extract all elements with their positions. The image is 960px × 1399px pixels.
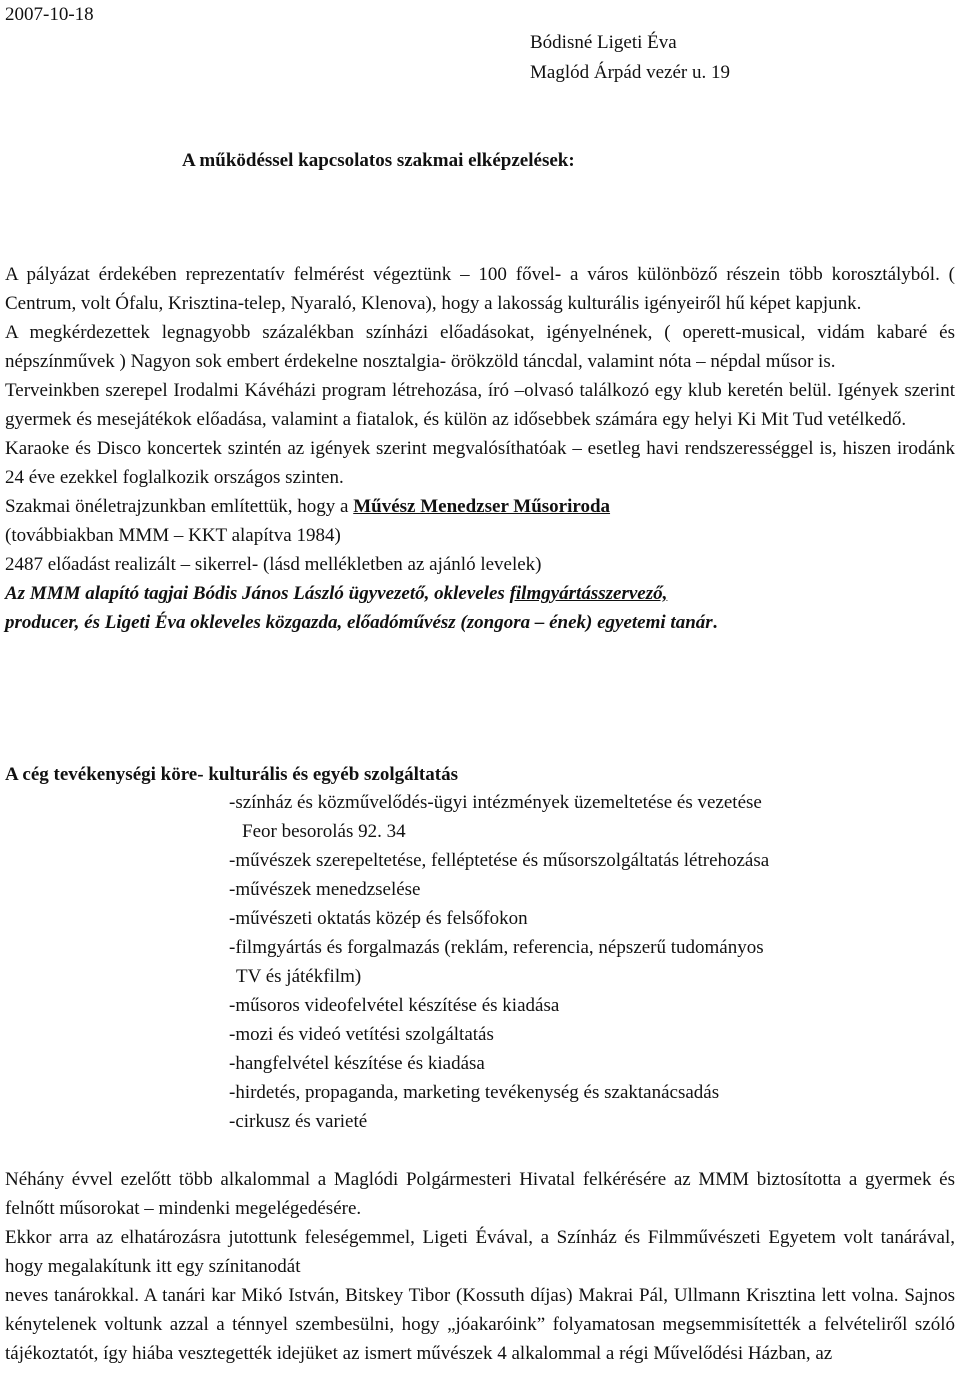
founders-text-b: filmgyártásszervező, [509, 583, 668, 604]
document-date: 2007-10-18 [5, 4, 94, 25]
list-item: -cirkusz és varieté [229, 1111, 368, 1132]
paragraph-mmm: (továbbiakban MMM – KKT alapítva 1984) [5, 525, 341, 546]
list-item: -művészeti oktatás közép és felsőfokon [229, 908, 528, 929]
list-item: -filmgyártás és forgalmazás (reklám, referencia, népszerű tudományos [229, 937, 764, 958]
cv-text: Szakmai önéletrajzunkban említettük, hogy a [5, 496, 354, 517]
list-item: -színház és közművelődés-ügyi intézmények üzemeltetése és vezetése [229, 792, 762, 813]
sender-name: Bódisné Ligeti Éva [530, 32, 677, 53]
paragraph-decision: Ekkor arra az elhatározásra jutottunk feleségemmel, Ligeti Évával, a Színház és Filmművészeti Egyetem volt tanárával, hogy megalakítunk itt egy színitanodát [5, 1227, 955, 1277]
list-item: -hirdetés, propaganda, marketing tevékenység és szaktanácsadás [229, 1082, 720, 1103]
paragraph-karaoke: Karaoke és Disco koncertek szintén az igények szerint megvalósíthatóak – esetleg havi rendszerességgel is, hiszen irodánk 24 éve ezekkel foglalkozik országos szinten. [5, 438, 955, 488]
paragraph-performances: 2487 előadást realizált – sikerrel- (lásd mellékletben az ajánló levelek) [5, 554, 542, 575]
company-name: Művész Menedzser Műsoriroda [353, 496, 611, 517]
paragraph-earlier: Néhány évvel ezelőtt több alkalommal a Maglódi Polgármesteri Hivatal felkérésére az MMM biztosította a gyermek és felnőtt műsorokat – mindenki megelégedésére. [5, 1169, 955, 1219]
list-item: -művészek menedzselése [229, 879, 421, 900]
founders-period: . [712, 612, 718, 633]
sender-block [530, 28, 730, 88]
sender-address: Maglód Árpád vezér u. 19 [530, 62, 730, 83]
activities-title: A cég tevékenységi köre- kulturális és egyéb szolgáltatás [5, 764, 458, 785]
activities-list [229, 788, 769, 1136]
list-item: Feor besorolás 92. 34 [242, 821, 406, 842]
list-item: TV és játékfilm) [236, 966, 362, 987]
paragraph-results: A megkérdezettek legnagyobb százalékban színházi előadásokat, igényelnének, ( operett-musical, vidám kabaré és népszínművek ) Nagyon sok embert érdekelne nosztalgia- örökzöld táncdal, valamint nóta – népdal műsor is. [5, 322, 955, 372]
document-title: A működéssel kapcsolatos szakmai elképzelések: [182, 150, 575, 171]
founders-text-a: Az MMM alapító tagjai Bódis János László ügyvezető, okleveles [5, 583, 510, 604]
closing-body [5, 1165, 955, 1368]
list-item: -művészek szerepeltetése, felléptetése és műsorszolgáltatás létrehozása [229, 850, 770, 871]
list-item: -hangfelvétel készítése és kiadása [229, 1053, 485, 1074]
paragraph-survey: A pályázat érdekében reprezentatív felmérést végeztünk – 100 fővel- a város különböző részein több korosztályból. ( Centrum, volt Ófalu, Krisztina-telep, Nyaraló, Klenova), hogy a lakosság kulturális igényeiről hű képet kapjunk. [5, 264, 955, 314]
list-item: -mozi és videó vetítési szolgáltatás [229, 1024, 494, 1045]
list-item: -műsoros videofelvétel készítése és kiadása [229, 995, 560, 1016]
main-body [5, 260, 955, 637]
founders-text-c: producer, és Ligeti Éva okleveles közgazda, előadóművész (zongora – ének) egyetemi tanár [5, 612, 713, 633]
paragraph-founders [5, 579, 955, 637]
paragraph-plans: Terveinkben szerepel Irodalmi Kávéházi program létrehozása, író –olvasó találkozó egy klub keretén belül. Igények szerint gyermek és mesejátékok előadása, valamint a fiatalok, és külön az idősebbek számára egy helyi Ki Mit Tud vetélkedő. [5, 380, 955, 430]
paragraph-teachers: neves tanárokkal. A tanári kar Mikó István, Bitskey Tibor (Kossuth díjas) Makrai Pál, Ullmann Krisztina lett volna. Sajnos kénytelenek voltunk azzal a ténnyel szembesülni, hogy „jóakaróink” folyamatosan megsemmisítették a felvételiről szóló tájékoztatót, így hiába vesztegették idejüket az ismert művészek 4 alkalommal a régi Művelődési Házban, az [5, 1285, 955, 1364]
paragraph-cv [5, 492, 955, 521]
